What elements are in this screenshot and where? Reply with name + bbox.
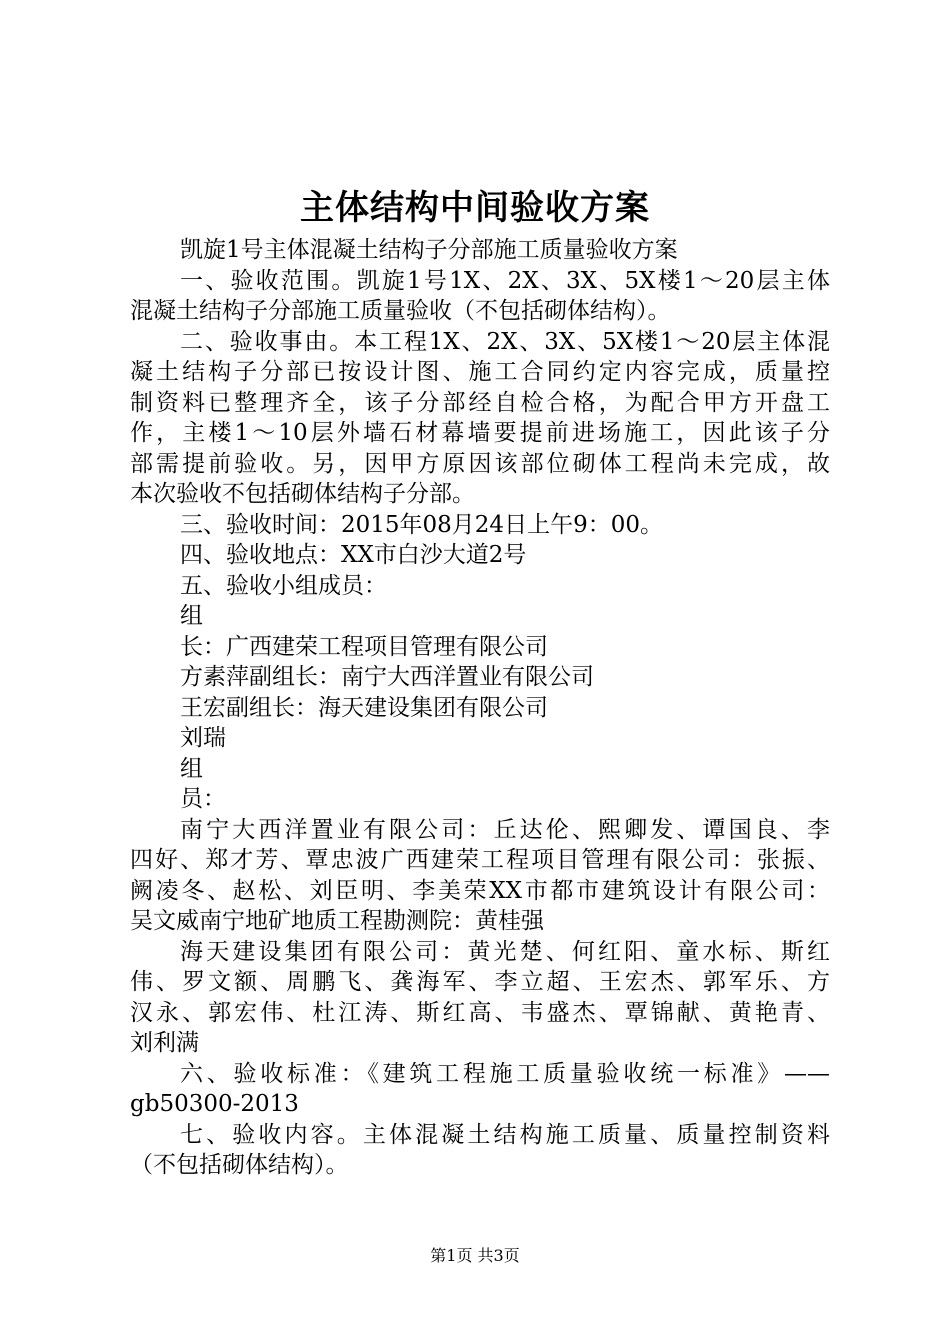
text-line: 部需提前验收。另，因甲方原因该部位砌体工程尚未完成，故 <box>130 450 830 477</box>
document-body <box>130 235 830 1181</box>
text-line: 阙凌冬、赵松、刘臣明、李美荣XX市都市建筑设计有限公司： <box>130 877 830 904</box>
text-line: 五、验收小组成员： <box>180 572 387 599</box>
text-line: 七、验收内容。主体混凝土结构施工质量、质量控制资料 <box>180 1121 830 1148</box>
text-line: （不包括砌体结构）。 <box>130 1152 349 1178</box>
text-line: 组 <box>180 603 203 629</box>
text-line: 四好、郑才芳、覃忠波广西建荣工程项目管理有限公司：张振、 <box>130 847 830 873</box>
text-line: 二、验收事由。本工程1X、2X、3X、5X楼1～20层主体混 <box>180 328 830 355</box>
text-line: 方素萍副组长：南宁大西洋置业有限公司 <box>180 664 594 690</box>
page-footer: 第1页 共3页 <box>430 1246 520 1265</box>
text-line: 作，主楼1～10层外墙石材幕墙要提前进场施工，因此该子分 <box>130 420 830 446</box>
text-line: 三、验收时间：2015年08月24日上午9：00。 <box>180 511 663 538</box>
text-line: 制资料已整理齐全，该子分部经自检合格，为配合甲方开盘工 <box>130 389 830 416</box>
text-line: 一、验收范围。凯旋1号1X、2X、3X、5X楼1～20层主体 <box>180 267 830 294</box>
text-line: 刘瑞 <box>180 725 226 751</box>
text-line: 汉永、郭宏伟、杜江涛、斯红高、韦盛杰、覃锦献、黄艳青、 <box>130 999 830 1026</box>
text-line: 刘利满 <box>130 1030 199 1056</box>
text-line: 王宏副组长：海天建设集团有限公司 <box>180 694 548 721</box>
text-line: 员： <box>180 786 226 812</box>
text-line: gb50300-2013 <box>130 1091 299 1117</box>
text-line: 混凝土结构子分部施工质量验收（不包括砌体结构）。 <box>130 298 671 324</box>
text-line: 四、验收地点：XX市白沙大道2号 <box>180 542 527 568</box>
text-line: 凝土结构子分部已按设计图、施工合同约定内容完成，质量控 <box>130 359 830 385</box>
text-line: 凯旋1号主体混凝土结构子分部施工质量验收方案 <box>180 237 678 263</box>
text-line: 本次验收不包括砌体结构子分部。 <box>130 481 475 507</box>
text-line: 伟、罗文额、周鹏飞、龚海军、李立超、王宏杰、郭军乐、方 <box>130 969 830 995</box>
text-line: 南宁大西洋置业有限公司：丘达伦、熙卿发、谭国良、李 <box>180 816 830 843</box>
text-line: 长：广西建荣工程项目管理有限公司 <box>180 633 548 660</box>
text-line: 组 <box>180 755 203 782</box>
text-line: 吴文威南宁地矿地质工程勘测院：黄桂强 <box>130 908 544 934</box>
document-title: 主体结构中间验收方案 <box>300 188 650 228</box>
text-line: 海天建设集团有限公司：黄光楚、何红阳、童水标、斯红 <box>180 938 830 965</box>
text-line: 六、验收标准：《建筑工程施工质量验收统一标准》—— <box>180 1060 830 1087</box>
